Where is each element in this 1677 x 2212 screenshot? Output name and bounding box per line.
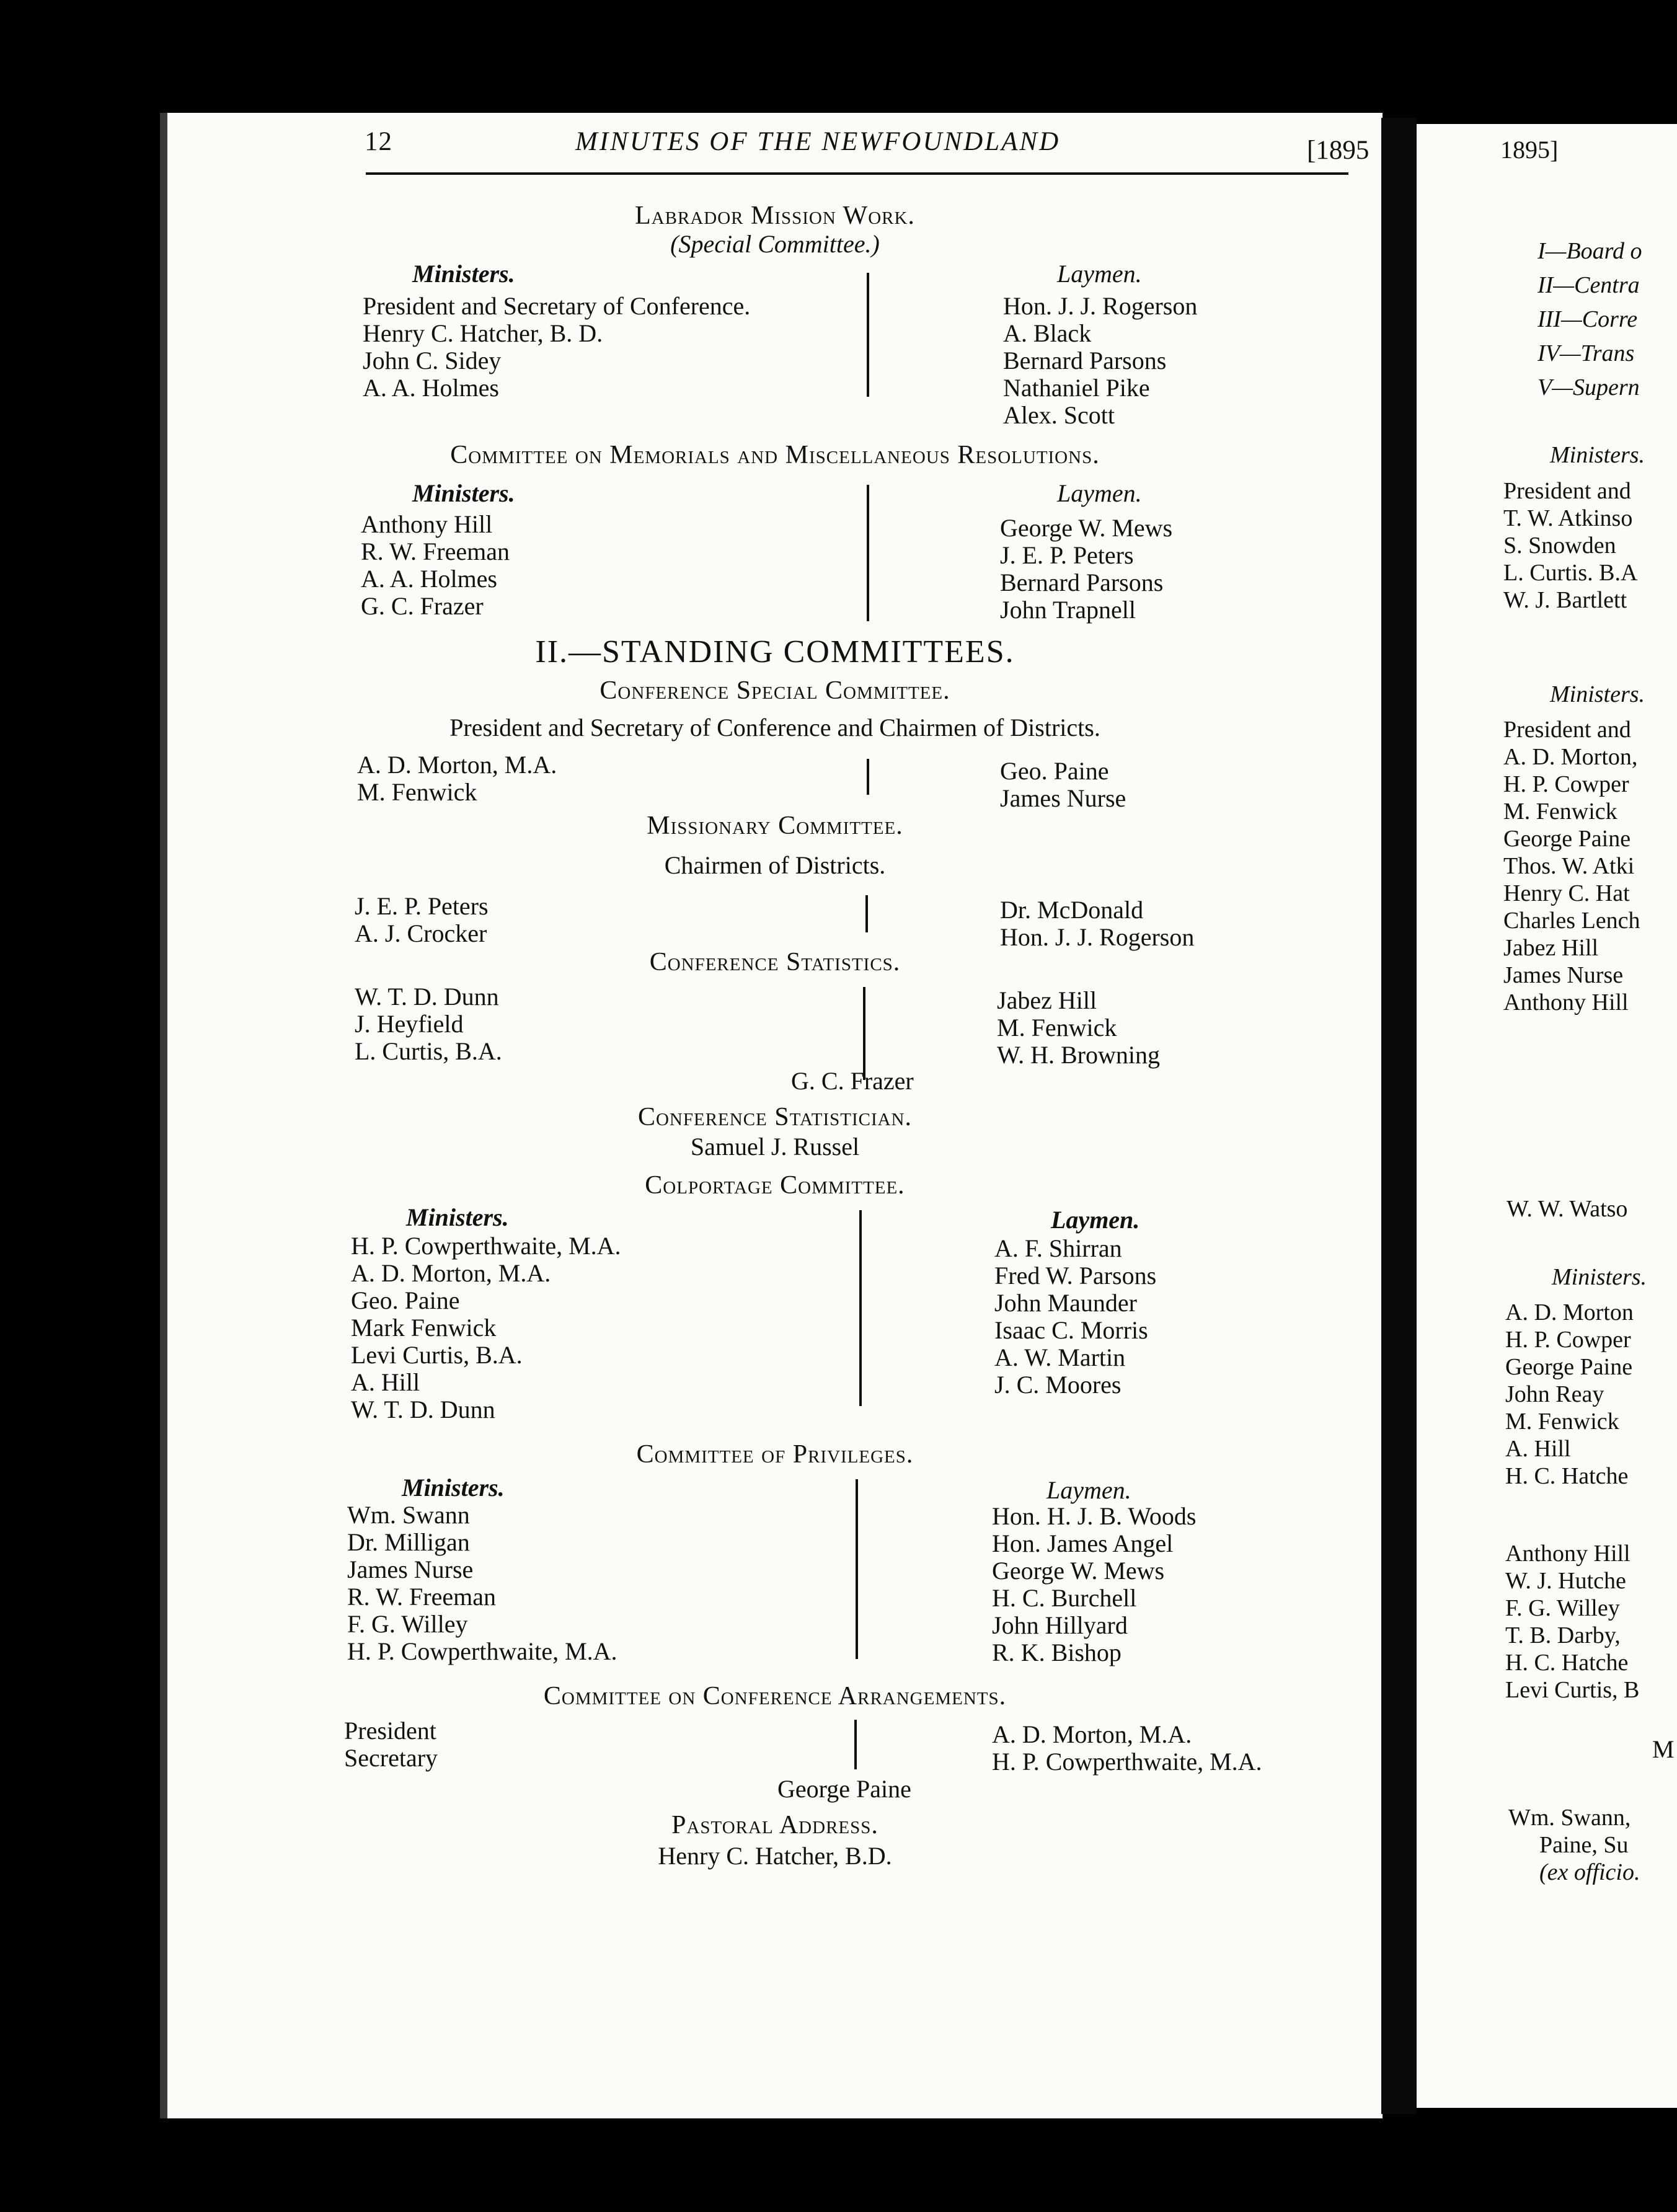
privileges-layman: George W. Mews: [992, 1557, 1165, 1585]
right-block4: [1505, 1540, 1639, 1704]
conference-special-left: [357, 751, 557, 806]
memorials-ministers-heading: Ministers.: [412, 479, 515, 507]
committee-member: J. Heyfield: [355, 1010, 464, 1038]
privileges-layman: H. C. Burchell: [992, 1584, 1137, 1612]
statistician-name: Samuel J. Russel: [690, 1133, 860, 1161]
list-item: Paine, Su: [1539, 1832, 1629, 1858]
list-item: T. B. Darby,: [1505, 1622, 1621, 1648]
colportage-layman: John Maunder: [994, 1289, 1137, 1317]
statistician-title: Conference Statistician.: [637, 1103, 913, 1131]
colportage-layman: A. F. Shirran: [994, 1234, 1122, 1262]
header-rule: [366, 172, 1348, 175]
labrador-laymen-list: [1003, 293, 1197, 429]
privileges-laymen-heading: Laymen.: [1046, 1476, 1131, 1504]
privileges-minister: F. G. Willey: [347, 1610, 468, 1638]
list-item: W. J. Hutche: [1505, 1568, 1626, 1594]
colportage-laymen-list: [994, 1235, 1156, 1399]
committee-member: J. E. P. Peters: [355, 892, 489, 920]
list-item: M. Fenwick: [1505, 1409, 1619, 1435]
list-item: I—Board o: [1538, 238, 1642, 264]
privileges-minister: Dr. Milligan: [347, 1528, 470, 1556]
right-block2-heading: Ministers.: [1550, 681, 1645, 707]
conference-special-right: [1000, 758, 1126, 812]
committee-member: Secretary: [344, 1744, 438, 1772]
labrador-layman: Bernard Parsons: [1003, 347, 1167, 374]
colportage-laymen-heading: Laymen.: [1051, 1206, 1140, 1234]
pastoral-title: Pastoral Address.: [671, 1811, 878, 1839]
list-item: W. J. Bartlett: [1503, 587, 1627, 613]
list-item: A. D. Morton,: [1503, 744, 1638, 770]
memorials-laymen-heading: Laymen.: [1057, 479, 1142, 507]
committee-member: President: [344, 1717, 436, 1745]
labrador-ministers-list: [363, 293, 750, 402]
privileges-minister: Wm. Swann: [347, 1501, 470, 1529]
committee-member: Dr. McDonald: [1000, 896, 1144, 924]
labrador-ministers-heading: Ministers.: [412, 260, 515, 288]
memorials-minister: R. W. Freeman: [361, 538, 510, 565]
list-item: M. Fenwick: [1503, 799, 1617, 825]
colportage-minister: W. T. D. Dunn: [351, 1396, 495, 1423]
list-item: S. Snowden: [1503, 533, 1616, 559]
labrador-layman: Nathaniel Pike: [1003, 374, 1150, 402]
privileges-layman: R. K. Bishop: [992, 1639, 1122, 1666]
privileges-layman: Hon. James Angel: [992, 1529, 1174, 1557]
privileges-minister: James Nurse: [347, 1555, 474, 1583]
arrangements-title: Committee on Conference Arrangements.: [543, 1682, 1007, 1710]
labrador-minister: A. A. Holmes: [363, 374, 499, 402]
committee-member: M. Fenwick: [357, 778, 477, 806]
column-divider: [867, 759, 869, 795]
right-block2: [1503, 716, 1640, 1016]
memorials-minister: A. A. Holmes: [361, 565, 497, 593]
arrangements-left: [344, 1717, 438, 1772]
running-title: MINUTES OF THE NEWFOUNDLAND: [575, 127, 1061, 156]
committee-member: W. H. Browning: [997, 1041, 1160, 1069]
privileges-layman: Hon. H. J. B. Woods: [992, 1502, 1197, 1530]
list-item: Levi Curtis, B: [1505, 1677, 1640, 1703]
labrador-minister: John C. Sidey: [363, 347, 502, 374]
labrador-layman: Hon. J. J. Rogerson: [1003, 292, 1198, 320]
committee-member: A. J. Crocker: [355, 919, 487, 947]
committee-member: Jabez Hill: [997, 986, 1097, 1014]
colportage-layman: Isaac C. Morris: [994, 1316, 1148, 1344]
labrador-laymen-heading: Laymen.: [1057, 260, 1142, 288]
arrangements-center-member: George Paine: [777, 1775, 911, 1803]
list-item: T. W. Atkinso: [1503, 505, 1633, 531]
list-item: III—Corre: [1538, 306, 1638, 332]
right-fragment-letter: M: [1652, 1735, 1675, 1763]
privileges-minister: H. P. Cowperthwaite, M.A.: [347, 1637, 617, 1665]
column-divider: [865, 895, 868, 932]
labrador-subtitle: (Special Committee.): [670, 230, 880, 258]
labrador-layman: A. Black: [1003, 319, 1092, 347]
privileges-minister: R. W. Freeman: [347, 1583, 496, 1611]
colportage-minister: Mark Fenwick: [351, 1314, 497, 1342]
list-item: George Paine: [1505, 1354, 1633, 1380]
conference-special-note: President and Secretary of Conference and Chairmen of Districts.: [449, 714, 1100, 741]
list-item: H. C. Hatche: [1505, 1650, 1629, 1676]
colportage-minister: H. P. Cowperthwaite, M.A.: [351, 1232, 621, 1260]
right-block1: [1503, 477, 1637, 614]
right-lone-entry: W. W. Watso: [1507, 1196, 1628, 1222]
missionary-note: Chairmen of Districts.: [664, 851, 886, 879]
right-block1-heading: Ministers.: [1550, 442, 1645, 468]
privileges-laymen-list: [992, 1503, 1196, 1666]
column-divider: [856, 1479, 858, 1659]
committee-member: W. T. D. Dunn: [355, 983, 499, 1011]
list-item: A. Hill: [1505, 1436, 1571, 1462]
statistics-right: [997, 987, 1160, 1069]
memorials-layman: J. E. P. Peters: [1000, 541, 1134, 569]
conference-special-title: Conference Special Committee.: [600, 676, 950, 705]
committee-member: L. Curtis, B.A.: [355, 1037, 502, 1065]
privileges-layman: John Hillyard: [992, 1611, 1128, 1639]
column-divider: [854, 1720, 857, 1769]
right-block3: [1505, 1299, 1634, 1490]
labrador-minister: Henry C. Hatcher, B. D.: [363, 319, 603, 347]
memorials-layman: John Trapnell: [1000, 596, 1136, 624]
committee-member: Hon. J. J. Rogerson: [1000, 923, 1195, 951]
list-item: Thos. W. Atki: [1503, 853, 1635, 879]
list-item: Jabez Hill: [1503, 935, 1599, 961]
privileges-title: Committee of Privileges.: [636, 1440, 914, 1469]
committee-member: M. Fenwick: [997, 1014, 1117, 1042]
column-divider: [859, 1210, 862, 1406]
header-year: [1895: [1307, 136, 1369, 165]
labrador-title: Labrador Mission Work.: [635, 201, 915, 230]
missionary-right: [1000, 896, 1194, 951]
statistics-center-member: G. C. Frazer: [791, 1067, 914, 1095]
privileges-ministers-heading: Ministers.: [402, 1474, 505, 1502]
colportage-ministers-list: [351, 1232, 621, 1423]
memorials-title: Committee on Memorials and Miscellaneous Resolutions.: [450, 441, 1100, 469]
list-item: II—Centra: [1538, 272, 1640, 298]
memorials-ministers-list: [361, 511, 510, 620]
committee-member: A. D. Morton, M.A.: [992, 1720, 1192, 1748]
right-block5: [1508, 1804, 1640, 1886]
memorials-layman: Bernard Parsons: [1000, 568, 1164, 596]
committee-member: Geo. Paine: [1000, 757, 1109, 785]
colportage-minister: A. Hill: [351, 1368, 420, 1396]
colportage-title: Colportage Committee.: [645, 1171, 905, 1200]
list-item: James Nurse: [1503, 962, 1624, 988]
gutter-shadow: [1381, 118, 1417, 2114]
colportage-minister: Geo. Paine: [351, 1286, 460, 1314]
memorials-laymen-list: [1000, 515, 1172, 624]
labrador-minister: President and Secretary of Conference.: [363, 292, 751, 320]
memorials-minister: Anthony Hill: [361, 510, 493, 538]
list-item: George Paine: [1503, 826, 1631, 852]
list-item: President and: [1503, 478, 1631, 504]
missionary-title: Missionary Committee.: [647, 812, 903, 840]
memorials-minister: G. C. Frazer: [361, 592, 484, 620]
list-item: Wm. Swann,: [1508, 1805, 1631, 1831]
colportage-ministers-heading: Ministers.: [406, 1203, 509, 1231]
statistics-left: [355, 983, 502, 1065]
right-page-year: 1895]: [1500, 136, 1559, 164]
committee-member: H. P. Cowperthwaite, M.A.: [992, 1748, 1262, 1776]
colportage-minister: Levi Curtis, B.A.: [351, 1341, 523, 1369]
colportage-minister: A. D. Morton, M.A.: [351, 1259, 551, 1287]
list-item: A. D. Morton: [1505, 1299, 1634, 1325]
right-page-fragment: [1417, 124, 1677, 2108]
pastoral-name: Henry C. Hatcher, B.D.: [658, 1842, 892, 1870]
list-item: L. Curtis. B.A: [1503, 560, 1638, 586]
list-item: President and: [1503, 717, 1631, 743]
list-item: V—Supern: [1538, 374, 1640, 400]
column-divider: [867, 485, 869, 621]
labrador-layman: Alex. Scott: [1003, 401, 1115, 429]
column-divider: [867, 273, 869, 397]
standing-committees-heading: II.—STANDING COMMITTEES.: [535, 634, 1015, 670]
memorials-layman: George W. Mews: [1000, 514, 1173, 542]
missionary-left: [355, 893, 489, 947]
colportage-layman: A. W. Martin: [994, 1343, 1126, 1371]
committee-member: A. D. Morton, M.A.: [357, 751, 557, 779]
list-item: IV—Trans: [1538, 340, 1635, 366]
list-item: (ex officio.: [1539, 1859, 1640, 1885]
colportage-layman: Fred W. Parsons: [994, 1262, 1157, 1290]
list-item: Anthony Hill: [1503, 989, 1629, 1015]
privileges-ministers-list: [347, 1502, 617, 1665]
list-item: H. P. Cowper: [1505, 1327, 1631, 1353]
committee-member: James Nurse: [1000, 784, 1126, 812]
list-item: John Reay: [1505, 1381, 1604, 1407]
colportage-layman: J. C. Moores: [994, 1371, 1122, 1399]
list-item: Charles Lench: [1503, 908, 1640, 934]
list-item: H. C. Hatche: [1505, 1463, 1629, 1489]
right-block3-heading: Ministers.: [1552, 1264, 1647, 1290]
list-item: Henry C. Hat: [1503, 880, 1630, 906]
list-item: H. P. Cowper: [1503, 771, 1629, 797]
right-page-list: [1538, 234, 1642, 405]
column-divider: [863, 987, 865, 1080]
left-page: [167, 113, 1383, 2118]
arrangements-right: [992, 1721, 1262, 1776]
page-number: 12: [365, 127, 392, 156]
list-item: F. G. Willey: [1505, 1595, 1620, 1621]
list-item: Anthony Hill: [1505, 1541, 1631, 1567]
statistics-title: Conference Statistics.: [649, 948, 901, 976]
